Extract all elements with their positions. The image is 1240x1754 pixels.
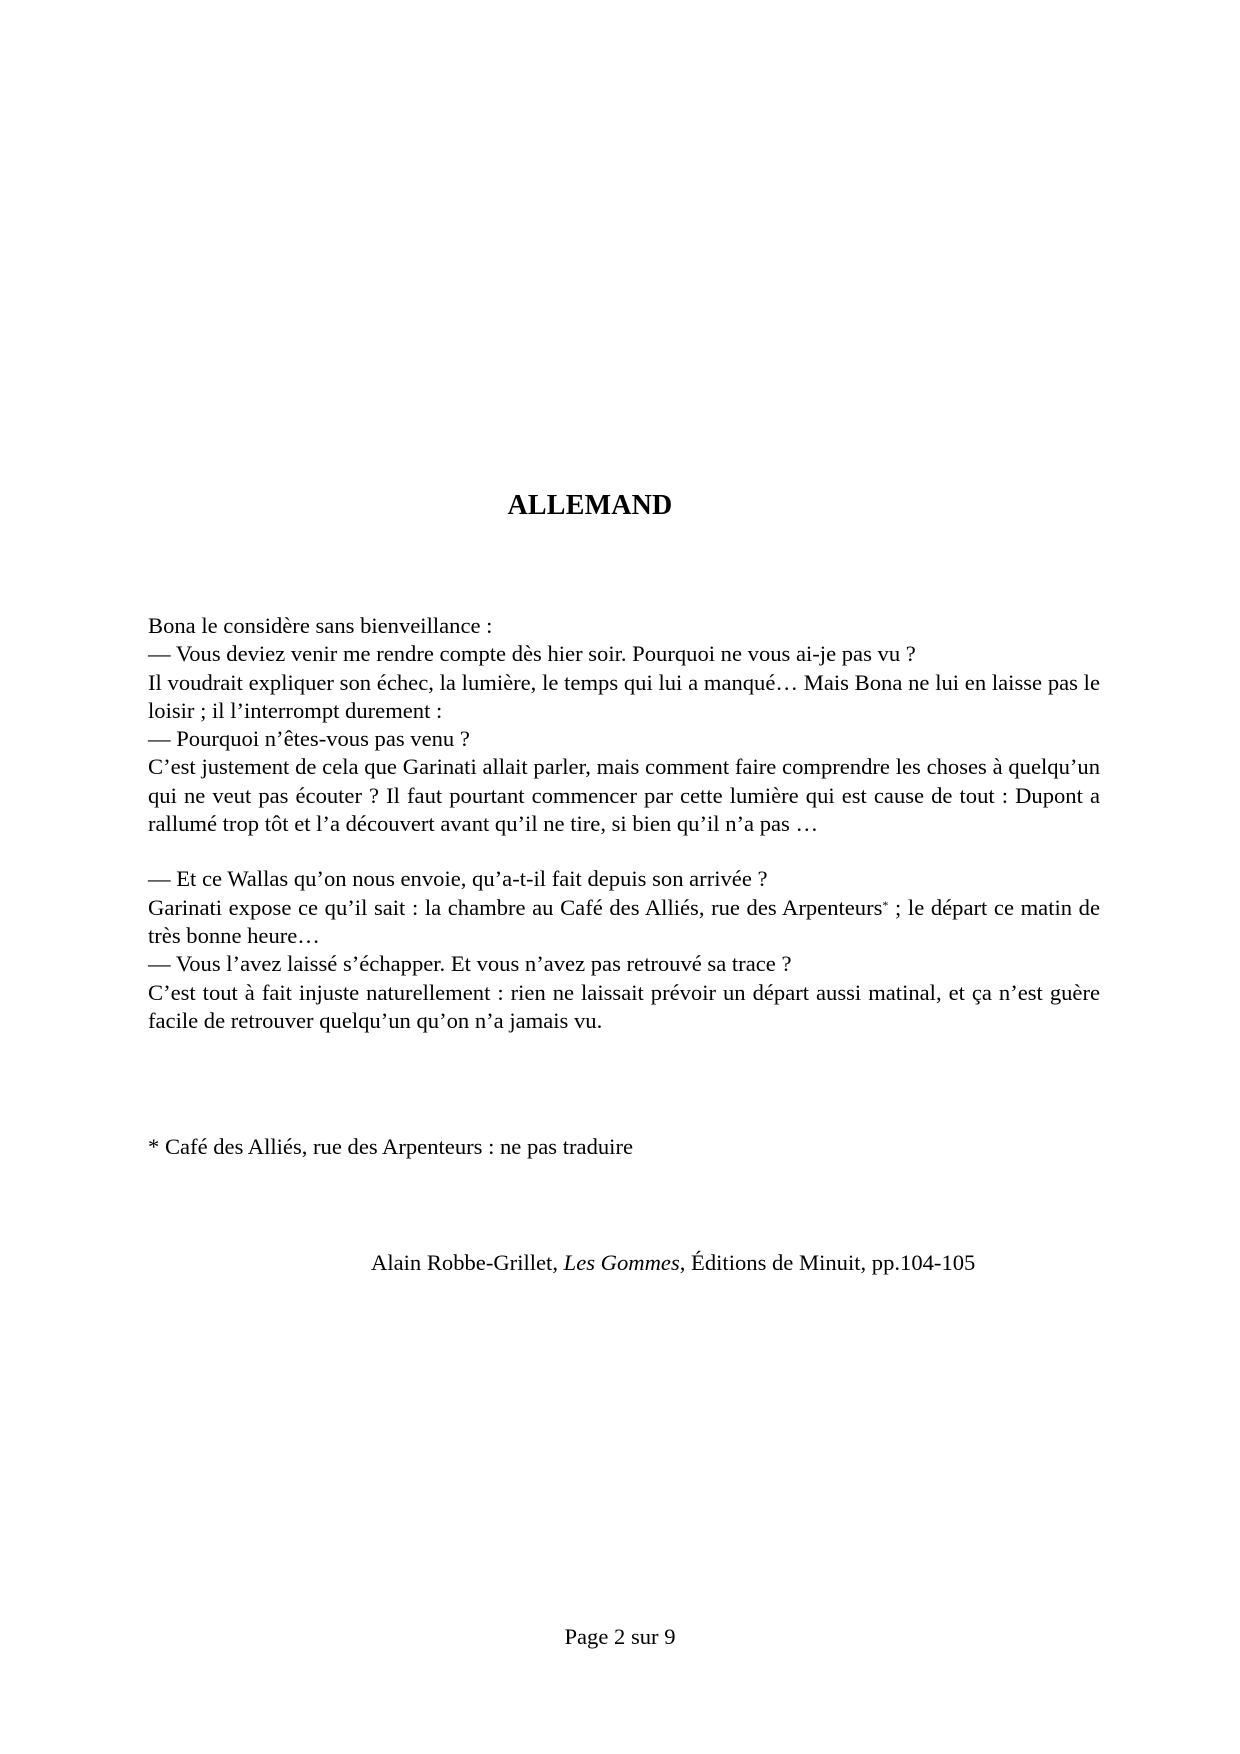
paragraph-1: Bona le considère sans bienveillance : bbox=[148, 613, 493, 638]
citation-publisher: , Éditions de Minuit, pp.104-105 bbox=[679, 1250, 976, 1275]
paragraph-9: C’est tout à fait injuste naturellement : rien ne laissait prévoir un départ aussi matinal, et ça n’est guère facile de retrouver quelqu’un qu’on n’a jamais vu. bbox=[148, 979, 1100, 1033]
page-title: ALLEMAND bbox=[507, 490, 673, 521]
paragraph-4: — Pourquoi n’êtes-vous pas venu ? bbox=[148, 726, 470, 752]
citation-work-title: Les Gommes bbox=[563, 1250, 680, 1275]
page-number: Page 2 sur 9 bbox=[564, 1624, 676, 1649]
citation-author: Alain Robbe-Grillet, bbox=[371, 1250, 564, 1275]
paragraph-7-before: Garinati expose ce qu’il sait : la chambre au Café des Alliés, rue des Arpenteurs bbox=[148, 894, 883, 920]
paragraph-2: — Vous deviez venir me rendre compte dès hier soir. Pourquoi ne vous ai-je pas vu ? bbox=[148, 641, 916, 667]
paragraph-8: — Vous l’avez laissé s’échapper. Et vous n’avez pas retrouvé sa trace ? bbox=[148, 951, 792, 977]
paragraph-6: — Et ce Wallas qu’on nous envoie, qu’a-t-il fait depuis son arrivée ? bbox=[148, 866, 768, 892]
paragraph-7 bbox=[148, 894, 1100, 951]
paragraph-3: Il voudrait expliquer son échec, la lumière, le temps qui lui a manqué… Mais Bona ne lui en laisse pas le loisir ; il l’interrompt durement : bbox=[148, 669, 1100, 723]
footnote: * Café des Alliés, rue des Arpenteurs : ne pas traduire bbox=[148, 1134, 633, 1159]
paragraph-7-after: ; le départ ce matin de très bonne heure… bbox=[148, 894, 1100, 948]
citation bbox=[371, 1249, 975, 1277]
paragraph-5: C’est justement de cela que Garinati allait parler, mais comment faire comprendre les choses à quelqu’un qui ne veut pas écouter ? Il faut pourtant commencer par cette lumière qui est cause de tout : Dupont a rallumé trop tôt et l’a découvert avant qu’il ne tire, si bien qu’il n’a pas … bbox=[148, 754, 1100, 837]
text-body bbox=[148, 612, 1100, 1035]
footnote-marker: * bbox=[882, 897, 889, 912]
